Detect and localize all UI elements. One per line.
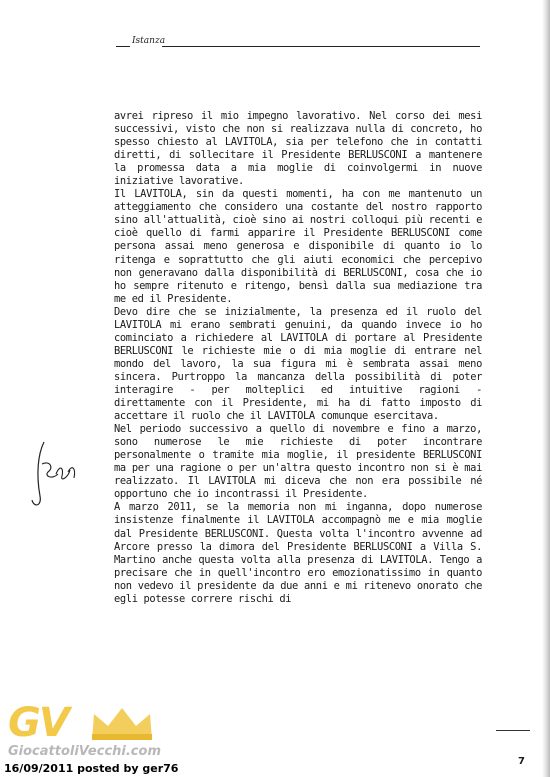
paragraph: avrei ripreso il mio impegno lavorativo. Nel corso dei mesi successivi, visto che non si realizzava nulla di concreto, ho spesso chiesto al LAVITOLA, sia per telefono che in contatti diretti, di sollecitare il Presidente BERLUSCONI a mantenere la promessa data a mia moglie di coinvolgermi in nuove iniziative lavorative. (114, 110, 482, 188)
page-number: 7 (518, 756, 525, 767)
header-title: Istanza (132, 36, 166, 46)
posted-caption: 16/09/2011 posted by ger76 (4, 762, 179, 775)
scan-edge-shadow (542, 0, 550, 777)
watermark-gv-text: GV (8, 700, 68, 746)
crown-icon (88, 704, 156, 744)
footer-rule (496, 730, 530, 731)
paragraph: Nel periodo successivo a quello di novembre e fino a marzo, sono numerose le mie richieste di poter incontrare personalmente o tramite mia moglie, il presidente BERLUSCONI ma per una ragione o per un'altra questo incontro non si è mai realizzato. Il LAVITOLA mi diceva che non era possibile né opportuno che io incontrassi il Presidente. (114, 423, 482, 501)
watermark-site: GiocattoliVecchi.com (8, 744, 161, 759)
header-rule (162, 46, 480, 47)
header-rule-left (116, 46, 130, 47)
watermark-logo (4, 700, 174, 762)
paragraph: Devo dire che se inizialmente, la presenza ed il ruolo del LAVITOLA mi erano sembrati genuini, da quando invece io ho cominciato a richiedere al LAVITOLA di portare al Presidente BERLUSCONI le richieste mie o di mia moglie di entrare nel mondo del lavoro, la sua figura mi è sembrata assai meno sincera. Purtroppo la mancanza della possibilità di poter interagire - per molteplici ed intuitive ragioni - direttamente con il Presidente, mi ha di fatto imposto di accettare il ruolo che il LAVITOLA comunque esercitava. (114, 305, 482, 423)
handwritten-signature (30, 434, 80, 514)
paragraph: A marzo 2011, se la memoria non mi inganna, dopo numerose insistenze finalmente il LAVITOLA accompagnò me e mia moglie dal Presidente BERLUSCONI. Questa volta l'incontro avvenne ad Arcore presso la dimora del Presidente BERLUSCONI a Villa S. Martino anche questa volta alla presenza di LAVITOLA. Tengo a precisare che in quell'incontro ero emozionatissimo in quanto non vedevo il presidente da due anni e mi ritenevo onorato che egli potesse correre rischi di (114, 501, 482, 605)
body-text (114, 110, 482, 606)
paragraph: Il LAVITOLA, sin da questi momenti, ha con me mantenuto un atteggiamento che considero una costante del nostro rapporto sino all'attualità, cioè sino ai nostri colloqui più recenti e cioè quello di farmi apparire il Presidente BERLUSCONI come persona assai meno generosa e disponibile di quanto io lo ritenga e soprattutto che gli aiuti economici che percepivo non generavano dalla disponibilità di BERLUSCONI, cosa che io ho sempre ritenuto e ritengo, bensì dalla sua mediazione tra me ed il Presidente. (114, 188, 482, 305)
